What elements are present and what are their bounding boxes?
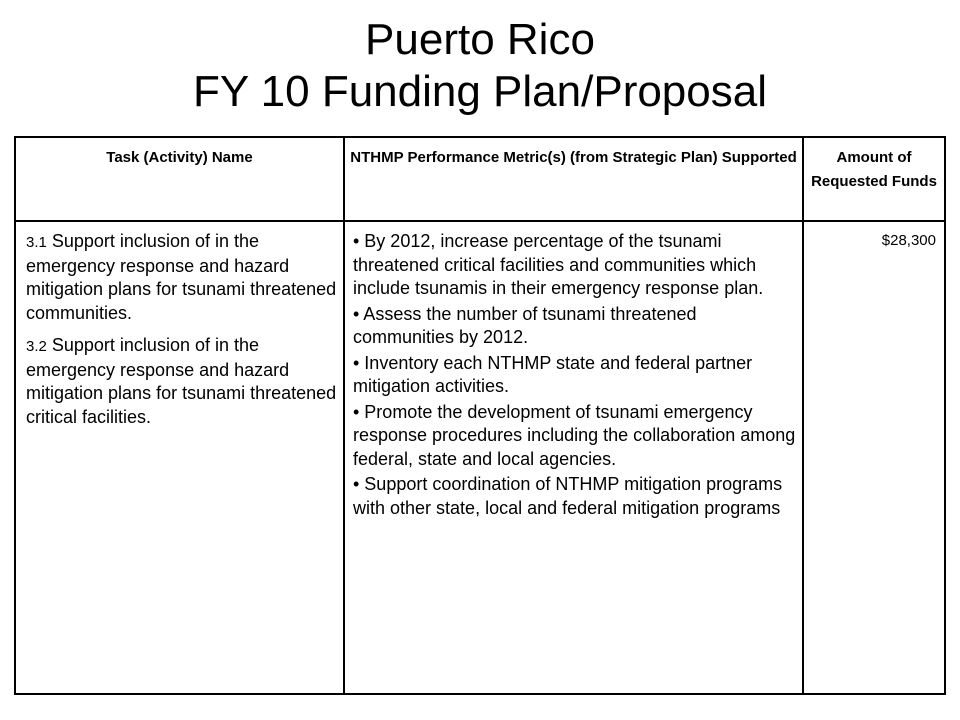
amount-cell <box>803 221 945 694</box>
title-line-1: Puerto Rico <box>365 15 595 64</box>
metric-item: • Promote the development of tsunami emergency response procedures including the collaboration among federal, state and local agencies. <box>353 401 796 469</box>
task-item-3-2 <box>26 334 337 429</box>
task-number: 3.1 <box>26 234 47 251</box>
requested-amount-value: $28,300 <box>881 232 936 249</box>
header-task-name: Task (Activity) Name <box>15 137 344 221</box>
metric-item: • By 2012, increase percentage of the tsunami threatened critical facilities and communities which include tsunamis in their emergency response plan. <box>353 231 764 298</box>
funding-table <box>14 136 946 695</box>
task-number: 3.2 <box>26 338 47 355</box>
title-line-2: FY 10 Funding Plan/Proposal <box>193 67 767 116</box>
slide-title <box>0 14 960 118</box>
metric-item: • Support coordination of NTHMP mitigation programs with other state, local and federal mitigation programs <box>353 474 783 518</box>
metric-cell <box>344 221 803 694</box>
table-row <box>15 221 945 694</box>
table-header-row <box>15 137 945 221</box>
metric-item: • Inventory each NTHMP state and federal partner mitigation activities. <box>353 352 753 396</box>
metric-item: • Assess the number of tsunami threatened communities by 2012. <box>353 303 697 347</box>
task-item-3-1 <box>26 230 337 325</box>
task-cell <box>15 221 344 694</box>
task-text: Support inclusion of in the emergency response and hazard mitigation plans for tsunami threatened communities. <box>26 231 337 323</box>
task-text: Support inclusion of in the emergency response and hazard mitigation plans for tsunami threatened critical facilities. <box>26 335 337 427</box>
header-performance-metric: NTHMP Performance Metric(s) (from Strategic Plan) Supported <box>344 137 803 221</box>
header-requested-amount: Amount of Requested Funds <box>803 137 945 221</box>
